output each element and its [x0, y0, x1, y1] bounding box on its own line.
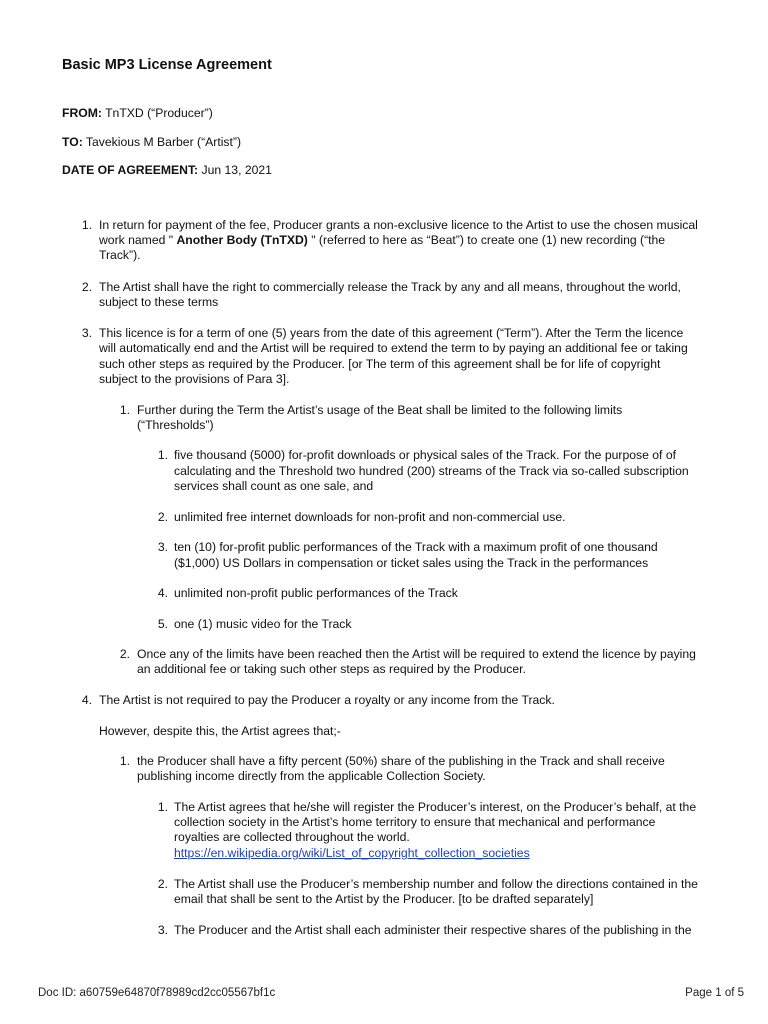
clause-text: royalties are collected throughout the world. [174, 830, 410, 844]
clause-text: will automatically end and the Artist will be required to extend the term to by paying an additional fee or taking [99, 341, 688, 355]
date-label: DATE OF AGREEMENT: [62, 163, 199, 177]
clause-text: ten (10) for-profit public performances of the Track with a maximum profit of one thousand [174, 540, 658, 554]
to-value: Tavekious M Barber (“Artist”) [82, 135, 242, 149]
clause-number: 1. [81, 218, 92, 232]
clause-text: publishing income directly from the applicable Collection Society. [137, 769, 486, 783]
clause-text: subject to the provisions of Para 3]. [99, 372, 290, 386]
clause-number: 1. [157, 448, 168, 462]
clause-number: 4. [81, 693, 92, 707]
clause-number: 4. [157, 586, 168, 600]
collection-societies-link[interactable]: https://en.wikipedia.org/wiki/List_of_copyright_collection_societies [174, 846, 530, 860]
clause-number: 3. [157, 540, 168, 554]
clause-text: such other steps as required by the Producer. [or The term of this agreement shall be for life of copyright [99, 357, 661, 371]
clause-text: the Producer shall have a fifty percent (50%) share of the publishing in the Track and shall receive [137, 754, 665, 768]
to-line [62, 135, 241, 150]
clause-text: subject to these terms [99, 295, 219, 309]
clause-number: 1. [119, 754, 130, 768]
clause-number: 5. [157, 617, 168, 631]
clause-number: 1. [157, 800, 168, 814]
clause-number: 2. [119, 647, 130, 661]
clause-text: Track”). [99, 248, 141, 262]
clause-number: 3. [157, 923, 168, 937]
page-number: Page 1 of 5 [685, 987, 744, 999]
clause-text: an additional fee or taking such other steps as required by the Producer. [137, 662, 526, 676]
clause-text: The Artist agrees that he/she will register the Producer’s interest, on the Producer’s behalf, at the [174, 800, 697, 814]
track-name: Another Body (TnTXD) [176, 233, 308, 247]
clause-number: 3. [81, 326, 92, 340]
from-value: TnTXD (“Producer”) [101, 106, 213, 120]
clause-text: In return for payment of the fee, Producer grants a non-exclusive licence to the Artist to use the chosen musical [99, 218, 698, 232]
clause-text: However, despite this, the Artist agrees that;- [99, 724, 341, 738]
from-label: FROM: [62, 106, 102, 120]
clause-number: 1. [119, 403, 130, 417]
doc-id: Doc ID: a60759e64870f78989cd2cc05567bf1c [38, 987, 276, 999]
clause-text: The Producer and the Artist shall each administer their respective shares of the publishing in the [174, 923, 692, 937]
clause-number: 2. [81, 280, 92, 294]
date-line [62, 163, 272, 178]
clause-text-line: work named " Another Body (TnTXD) " (referred to here as “Beat”) to create one (1) new recording (“the [99, 233, 666, 247]
clause-text: email that shall be sent to the Artist by the Producer. [to be drafted separately] [174, 892, 594, 906]
clause-text: calculating and the Threshold two hundred (200) streams of the Track via so-called subscription [174, 464, 689, 478]
clause-text: Once any of the limits have been reached then the Artist will be required to extend the licence by paying [137, 647, 696, 661]
clause-text: unlimited non-profit public performances of the Track [174, 586, 458, 600]
clause-text: collection society in the Artist’s home territory to ensure that mechanical and performance [174, 815, 656, 829]
to-label: TO: [62, 135, 83, 149]
clause-text: one (1) music video for the Track [174, 617, 352, 631]
clause-text: This licence is for a term of one (5) years from the date of this agreement (“Term”). After the Term the licence [99, 326, 684, 340]
clause-number: 2. [157, 510, 168, 524]
clause-text: five thousand (5000) for-profit downloads or physical sales of the Track. For the purpose of of [174, 448, 676, 462]
document-title: Basic MP3 License Agreement [62, 57, 272, 73]
date-value: Jun 13, 2021 [198, 163, 272, 177]
clause-text: (“Thresholds”) [137, 418, 214, 432]
clause-number: 2. [157, 877, 168, 891]
clause-text: ($1,000) US Dollars in compensation or ticket sales using the Track in the performances [174, 556, 649, 570]
clause-text: unlimited free internet downloads for non-profit and non-commercial use. [174, 510, 566, 524]
clause-text: The Artist shall use the Producer’s membership number and follow the directions contained in the [174, 877, 698, 891]
clause-text: Further during the Term the Artist’s usage of the Beat shall be limited to the following limits [137, 403, 623, 417]
from-line [62, 106, 213, 121]
clause-text: The Artist shall have the right to commercially release the Track by any and all means, throughout the world, [99, 280, 681, 294]
clause-text: The Artist is not required to pay the Producer a royalty or any income from the Track. [99, 693, 555, 707]
clause-text: services shall count as one sale, and [174, 479, 374, 493]
